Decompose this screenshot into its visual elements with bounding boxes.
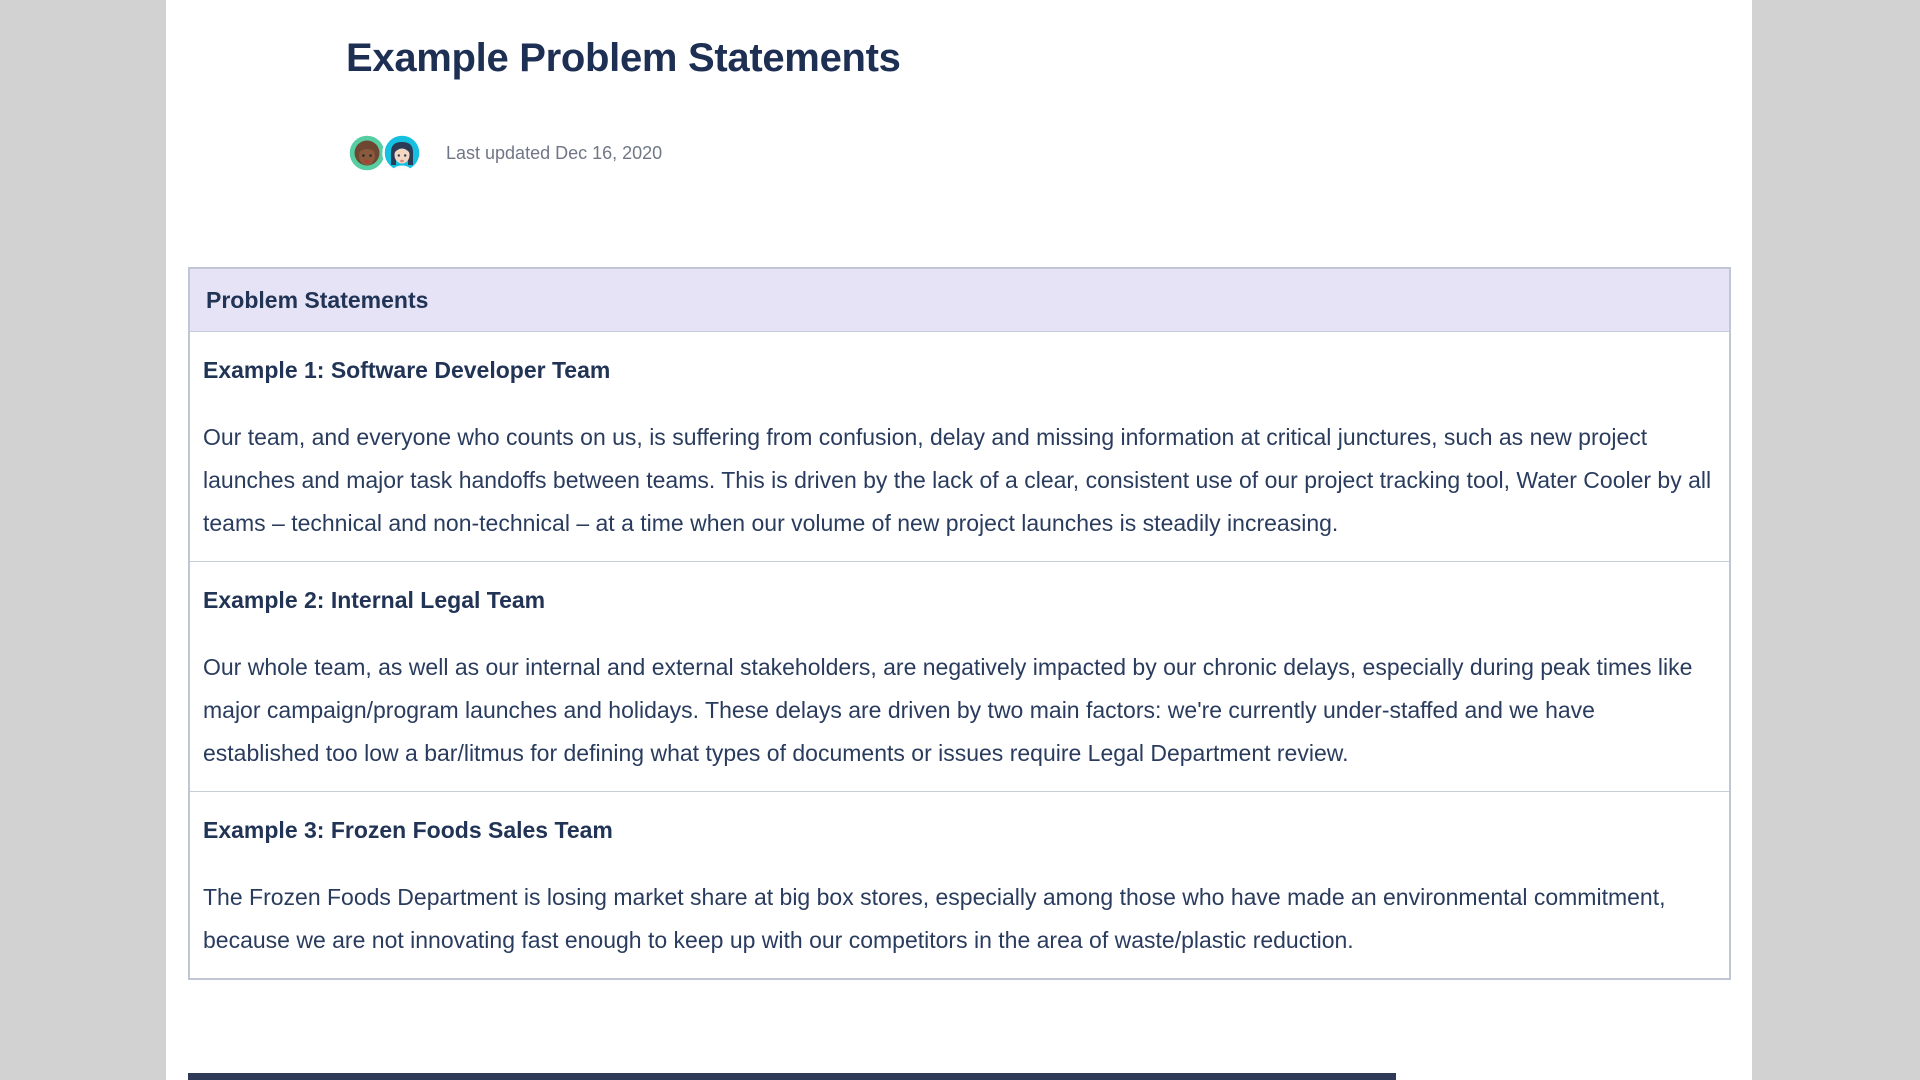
page-title: Example Problem Statements [346, 36, 901, 80]
example-2-heading: Example 2: Internal Legal Team [203, 587, 546, 613]
example-2-cell [189, 562, 1730, 792]
example-3-body: The Frozen Foods Department is losing market share at big box stores, especially among those who have made an environmental commitment, because we are not innovating fast enough to keep up with our competitors in the area of waste/plastic reduction. [203, 884, 1666, 953]
byline [347, 133, 662, 173]
table-row [189, 332, 1730, 562]
last-updated-text: Last updated Dec 16, 2020 [446, 142, 663, 163]
example-3-heading: Example 3: Frozen Foods Sales Team [203, 817, 613, 843]
contributor-avatars [347, 133, 422, 173]
example-1-cell [189, 332, 1730, 562]
contributor-avatar-2[interactable] [382, 133, 422, 173]
example-1-heading: Example 1: Software Developer Team [203, 357, 611, 383]
example-2-body: Our whole team, as well as our internal and external stakeholders, are negatively impacted by our chronic delays, especially during peak times like major campaign/program launches and holidays. These delays are driven by two main factors: we're currently under-staffed and we have established too low a bar/litmus for defining what types of documents or issues require Legal Department review. [203, 654, 1693, 766]
document-page [166, 0, 1752, 1080]
table-row [189, 562, 1730, 792]
contributor-avatar-1[interactable] [347, 133, 387, 173]
problem-statements-table [188, 267, 1731, 980]
table-header-cell: Problem Statements [189, 268, 1730, 332]
example-1-body: Our team, and everyone who counts on us, is suffering from confusion, delay and missing information at critical junctures, such as new project launches and major task handoffs between teams. This is driven by the lack of a clear, consistent use of our project tracking tool, Water Cooler by all teams – technical and non-technical – at a time when our volume of new project launches is steadily increasing. [203, 424, 1712, 536]
table-header-row [189, 268, 1730, 332]
table-row [189, 792, 1730, 980]
example-3-cell [189, 792, 1730, 980]
partially-visible-next-element [188, 1073, 1396, 1080]
